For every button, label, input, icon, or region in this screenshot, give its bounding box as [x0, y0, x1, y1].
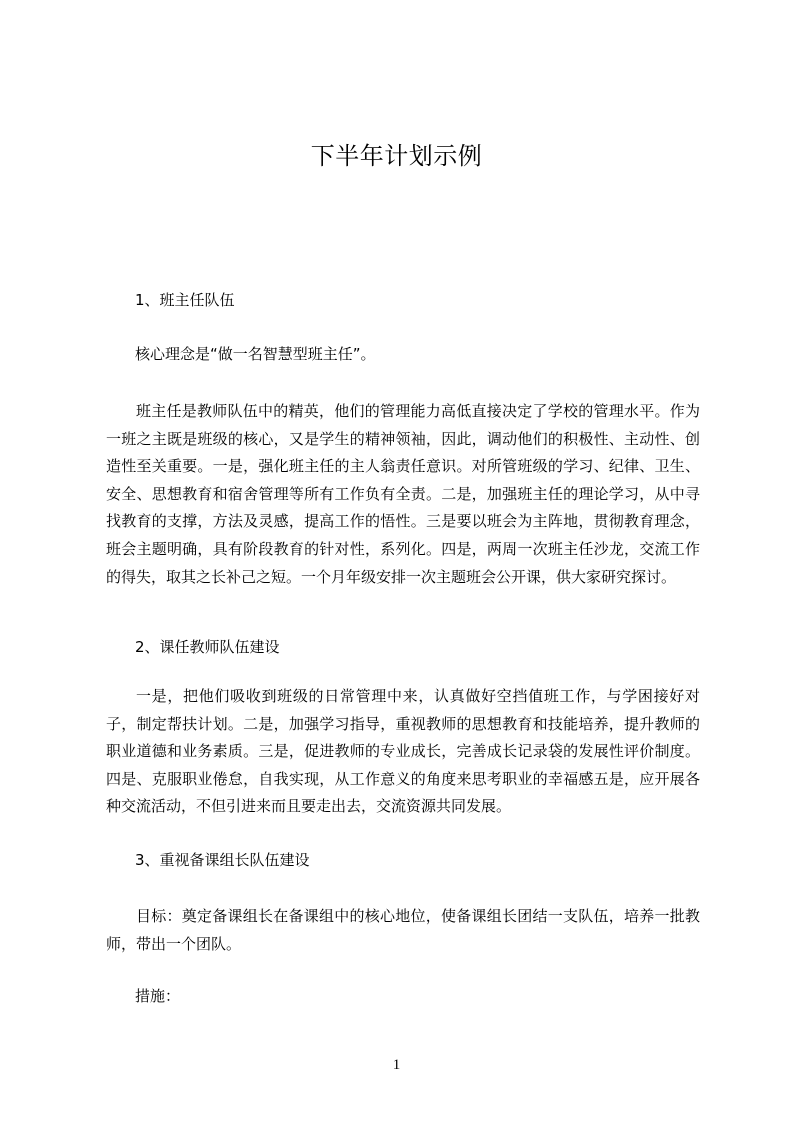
core-idea-line: 核心理念是“做一名智慧型班主任”。 — [135, 345, 376, 363]
goal-paragraph: 目标：奠定备课组长在备课组中的核心地位，使备课组长团结一支队伍，培养一批教师，带出一个团队。 — [106, 907, 700, 953]
class-teacher-paragraph: 班主任是教师队伍中的精英，他们的管理能力高低直接决定了学校的管理水平。作为一班之主既是班级的核心，又是学生的精神领袖，因此，调动他们的积极性、主动性、创造性至关重要。一是，强化班主任的主人翁责任意识。对所管班级的学习、纪律、卫生、安全、思想教育和宿舍管理等所有工作负有全责。二是，加强班主任的理论学习，从中寻找教育的支撑，方法及灵感，提高工作的悟性。三是要以班会为主阵地，贯彻教育理念，班会主题明确，具有阶段教育的针对性，系列化。四是，两周一次班主任沙龙，交流工作的得失，取其之长补己之短。一个月年级安排一次主题班会公开课，供大家研究探讨。 — [106, 402, 700, 586]
section-heading-class-teachers: 1、班主任队伍 — [135, 291, 235, 309]
measures-label: 措施： — [135, 987, 181, 1005]
document-title: 下半年计划示例 — [310, 142, 483, 170]
section-heading-subject-teachers: 2、课任教师队伍建设 — [135, 638, 280, 656]
section-heading-lesson-group-leaders: 3、重视备课组长队伍建设 — [135, 851, 310, 869]
page-number: 1 — [392, 1057, 401, 1073]
subject-teacher-paragraph: 一是，把他们吸收到班级的日常管理中来，认真做好空挡值班工作，与学困接好对子，制定帮扶计划。二是，加强学习指导，重视教师的思想教育和技能培养，提升教师的职业道德和业务素质。三是，促进教师的专业成长，完善成长记录袋的发展性评价制度。四是、克服职业倦怠，自我实现，从工作意义的角度来思考职业的幸福感五是，应开展各种交流活动，不但引进来而且要走出去，交流资源共同发展。 — [106, 687, 700, 816]
